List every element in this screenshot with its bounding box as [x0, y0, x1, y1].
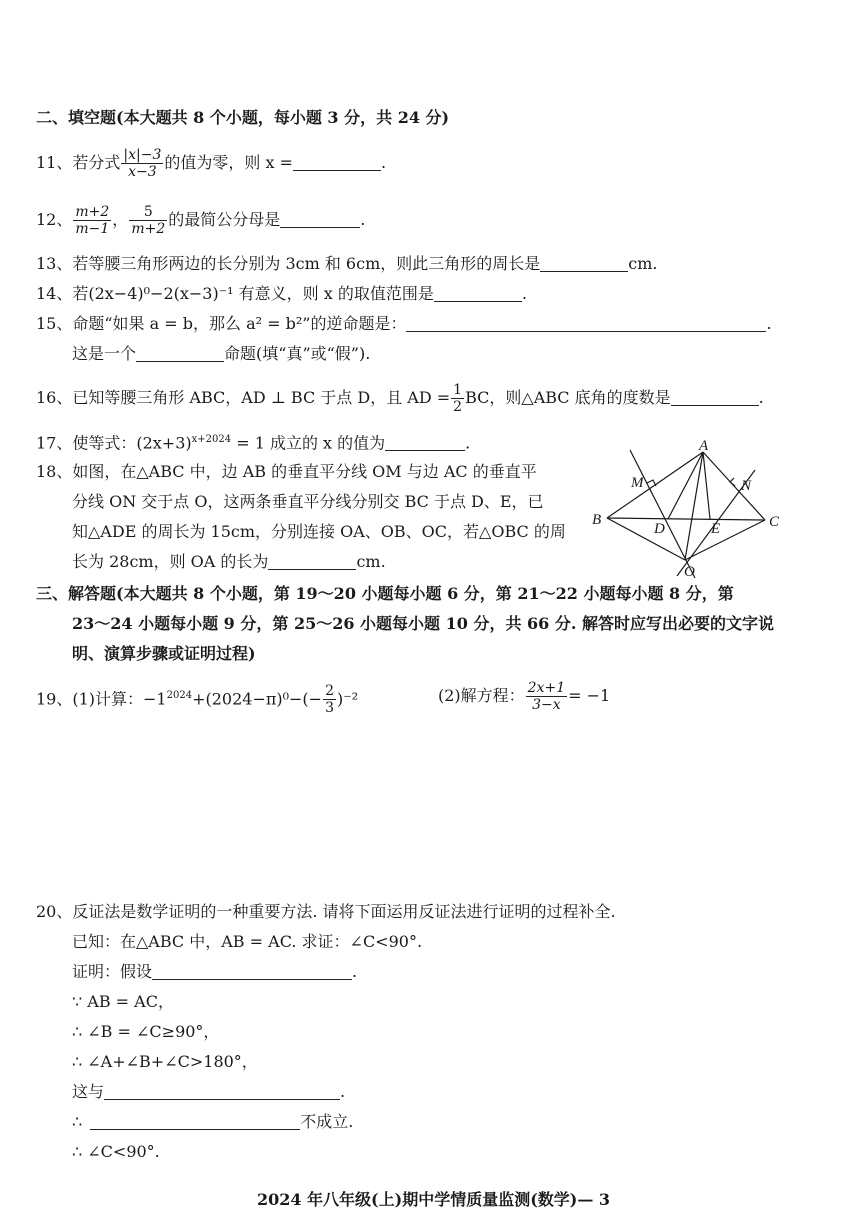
question-text: (2)解方程：: [438, 686, 525, 705]
question-text: 17、使等式：(2x+3): [36, 433, 192, 453]
question-11: [36, 143, 386, 183]
answer-blank[interactable]: [104, 1083, 340, 1100]
question-20-step2: ∴ ∠B = ∠C≥90°，: [72, 1022, 220, 1041]
question-20-proof: [72, 962, 357, 982]
answer-blank[interactable]: [540, 255, 628, 272]
punctuation: .: [340, 1082, 346, 1101]
answer-blank[interactable]: [136, 345, 224, 362]
label-e: E: [711, 521, 721, 537]
punctuation: .: [360, 210, 366, 229]
segment-oc: [685, 520, 765, 560]
question-15: [36, 314, 772, 334]
question-18-line3: 知△ADE 的周长为 15cm，分别连接 OA、OB、OC，若△OBC 的周: [72, 522, 566, 541]
question-15-line2: [72, 344, 370, 364]
question-17: [36, 430, 470, 453]
question-20-step4: [72, 1082, 345, 1102]
question-20-step3: ∴ ∠A+∠B+∠C>180°，: [72, 1052, 258, 1071]
fraction-numerator: m+2: [75, 204, 110, 220]
question-18-line4: [72, 552, 386, 572]
answer-blank[interactable]: [268, 553, 356, 570]
page-footer: 2024 年八年级(上)期中学情质量监测(数学)— 3: [256, 1190, 611, 1209]
question-20-step5: [72, 1112, 353, 1132]
question-20-step1: ∵ AB = AC，: [72, 992, 174, 1011]
fraction-numerator: 1: [453, 382, 463, 398]
question-number: 12、: [36, 210, 73, 229]
question-text: 的最简公分母是: [168, 210, 281, 229]
question-text: 13、若等腰三角形两边的长分别为 3cm 和 6cm，则此三角形的周长是: [36, 254, 541, 273]
fraction: [73, 204, 111, 237]
question-text: = −1: [568, 686, 611, 705]
answer-blank[interactable]: [152, 963, 352, 980]
question-12: [36, 200, 365, 240]
question-text: 不成立.: [300, 1112, 354, 1131]
exponent: x+2024: [191, 434, 232, 445]
unit: cm.: [628, 254, 658, 273]
punctuation: .: [521, 284, 527, 303]
question-text: BC，则△ABC 底角的度数是: [465, 388, 671, 407]
question-text: 16、已知等腰三角形 ABC，AD ⊥ BC 于点 D，且 AD =: [36, 388, 451, 407]
side-ac: [703, 452, 765, 520]
answer-blank[interactable]: [280, 211, 360, 228]
question-text: 14、若(2x−4)⁰−2(x−3)⁻¹ 有意义，则 x 的取值范围是: [36, 284, 434, 303]
side-bc: [607, 518, 765, 520]
fraction-denominator: 2: [453, 399, 463, 415]
question-text: ∴: [72, 1112, 83, 1131]
question-text: 15、命题“如果 a = b，那么 a² = b²”的逆命题是：: [36, 314, 407, 333]
question-18-line2: 分线 ON 交于点 O，这两条垂直平分线分别交 BC 于点 D、E，已: [72, 492, 544, 511]
question-text: )⁻²: [337, 689, 359, 709]
section-header-solutions-line2: 23～24 小题每小题 9 分，第 25～26 小题每小题 10 分，共 66 分. 解答时应写出必要的文字说: [72, 614, 775, 633]
fraction-numerator: 5: [129, 204, 167, 221]
punctuation: .: [380, 153, 387, 172]
fraction-numerator: 2x+1: [527, 680, 566, 696]
section-header-solutions: 三、解答题(本大题共 8 个小题，第 19～20 小题每小题 6 分，第 21～22 小题每小题 8 分，第: [36, 584, 734, 603]
segment-ae: [703, 452, 710, 519]
fraction: [129, 204, 167, 237]
question-text: 这是一个: [72, 344, 137, 363]
unit: cm.: [356, 552, 386, 571]
label-m: M: [631, 475, 644, 491]
fraction: [526, 680, 567, 713]
label-d: D: [654, 521, 665, 537]
answer-blank[interactable]: [385, 434, 465, 451]
question-number: 11、: [36, 153, 73, 172]
question-text: 命题(填“真”或“假”).: [224, 344, 371, 363]
question-text: +(2024−π)⁰−(−: [192, 689, 323, 709]
segment-ob: [607, 518, 685, 560]
question-text: = 1 成立的 x 的值为: [231, 433, 386, 453]
answer-blank[interactable]: [90, 1113, 300, 1130]
question-19-part2: [438, 676, 610, 716]
exponent: 2024: [166, 690, 193, 701]
label-a: A: [699, 440, 709, 454]
section-header-solutions-line3: 明、演算步骤或证明过程): [72, 644, 256, 663]
fraction-denominator: 3−x: [532, 697, 561, 713]
question-13: [36, 254, 657, 274]
question-14: [36, 284, 527, 304]
fraction: [323, 683, 336, 716]
question-text: 证明：假设: [72, 962, 153, 981]
question-19-part1: [36, 676, 358, 719]
label-n: N: [741, 478, 752, 494]
question-20-step6: ∴ ∠C<90°.: [72, 1142, 160, 1161]
fraction-denominator: 3: [325, 700, 334, 717]
fraction-denominator: x−3: [128, 164, 157, 180]
question-18-line1: 18、如图，在△ABC 中，边 AB 的垂直平分线 OM 与边 AC 的垂直平: [36, 462, 537, 481]
question-20: 20、反证法是数学证明的一种重要方法. 请将下面运用反证法进行证明的过程补全.: [36, 902, 616, 921]
label-c: C: [769, 514, 780, 530]
answer-blank[interactable]: [671, 389, 759, 406]
question-text: 长为 28cm，则 OA 的长为: [72, 552, 269, 571]
punctuation: .: [465, 433, 471, 453]
question-text: 这与: [72, 1082, 105, 1101]
answer-blank[interactable]: [293, 154, 381, 171]
label-b: B: [592, 512, 602, 528]
question-20-given: 已知：在△ABC 中，AB = AC. 求证：∠C<90°.: [72, 932, 423, 951]
fraction-denominator: m−1: [75, 221, 110, 237]
punctuation: .: [758, 388, 764, 407]
fraction: [121, 147, 163, 180]
fraction: [451, 382, 464, 415]
punctuation: .: [766, 314, 772, 333]
fraction-numerator: 2: [325, 683, 334, 700]
fraction-numerator: |x|−3: [123, 147, 162, 163]
section-header-fill-in: 二、填空题(本大题共 8 个小题，每小题 3 分，共 24 分): [36, 108, 450, 127]
triangle-figure: [585, 440, 795, 580]
answer-blank[interactable]: [434, 285, 522, 302]
question-text: 的值为零，则 x =: [164, 153, 293, 172]
punctuation: .: [352, 962, 358, 981]
label-o: O: [684, 564, 695, 580]
question-text: 19、(1)计算：−1: [36, 689, 167, 709]
separator: ，: [112, 210, 129, 229]
question-text: 若分式: [72, 153, 121, 172]
fraction-denominator: m+2: [131, 221, 166, 237]
question-16: [36, 378, 764, 418]
answer-blank[interactable]: [406, 315, 766, 332]
